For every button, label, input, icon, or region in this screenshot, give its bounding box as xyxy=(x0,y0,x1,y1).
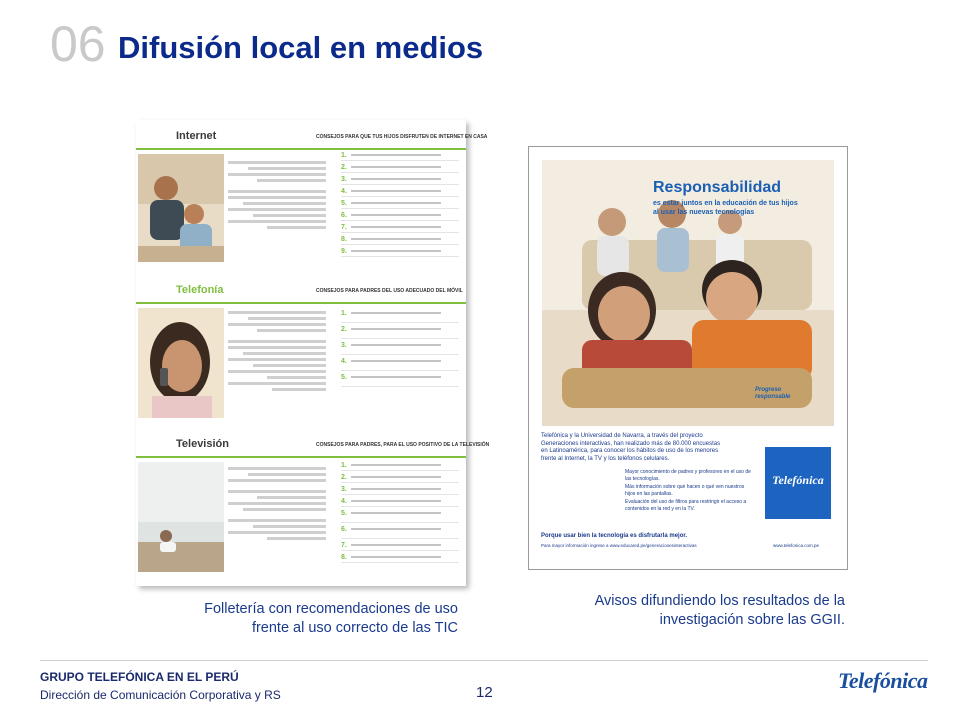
ad-bullets: Mayor conocimiento de padres y profesores en el uso de las tecnologías. Más información sobre qué hacen o qué ven nuestros hijos en las pantallas. Evaluación del uso de filtros para restringir el acceso a contenidos en la red y en la TV. xyxy=(625,469,751,512)
ad-headline: Responsabilidad xyxy=(653,179,782,196)
ad-image xyxy=(528,146,848,570)
brochure-section-title: Internet xyxy=(176,130,217,142)
ad-footer-small: Para mayor información ingrese a www.educared.pe/generacionesinteractivas xyxy=(541,543,697,548)
brochure-section-telefonia: Telefonía CONSEJOS PARA PADRES DEL USO ADECUADO DEL MÓVIL 1. 2. 3. 4. 5. xyxy=(136,278,466,428)
brochure-section-title: Televisión xyxy=(176,438,229,450)
brochure-section-television: Televisión CONSEJOS PARA PADRES, PARA EL USO POSITIVO DE LA TELEVISIÓN 1. 2. 3. 4. 5. 6. 7. 8. xyxy=(136,428,466,586)
ad-tagline-line1: es estar juntos en la educación de tus hijos xyxy=(653,200,798,207)
ad-body: Telefónica y la Universidad de Navarra, a través del proyecto Generaciones interactivas, han realizado más de 80.000 encuestas en Latinoamérica, para conocer los hábitos de uso de los menores frente al Internet, la TV y los teléfonos celulares. xyxy=(541,433,721,462)
slide-title: Difusión local en medios xyxy=(118,30,484,65)
telefonica-logo: Telefónica xyxy=(838,668,928,693)
tips-list: 1. 2. 3. 4. 5. 6. 7. 8. 9. xyxy=(341,152,459,260)
ad-url: www.telefonica.com.pe xyxy=(773,543,820,548)
ad-caption: Avisos difundiendo los resultados de la investigación sobre las GGII. xyxy=(594,593,845,628)
ad-tagline-line2: al usar las nuevas tecnologías xyxy=(653,209,755,216)
child-tv-photo xyxy=(138,462,224,572)
ad-telefonica-logo: Telefónica xyxy=(765,447,831,519)
footer-department: Dirección de Comunicación Corporativa y RS xyxy=(40,688,281,702)
ad-badge: Progreso responsable xyxy=(755,387,791,400)
slide-number: 06 xyxy=(50,16,106,72)
brochure-section-subtitle: CONSEJOS PARA QUE TUS HIJOS DISFRUTEN DE INTERNET EN CASA xyxy=(316,134,488,140)
page-number: 12 xyxy=(476,684,493,701)
brochure-image xyxy=(136,120,490,586)
brochure-section-subtitle: CONSEJOS PARA PADRES, PARA EL USO POSITIVO DE LA TELEVISIÓN xyxy=(316,442,490,448)
family-computer-photo xyxy=(138,154,224,262)
brochure-caption: Folletería con recomendaciones de uso frente al uso correcto de las TIC xyxy=(204,601,458,636)
brochure-section-internet xyxy=(136,120,488,280)
footer-company: GRUPO TELEFÓNICA EN EL PERÚ xyxy=(40,670,239,684)
ad-footer-bold: Porque usar bien la tecnología es disfrutarla mejor. xyxy=(541,533,688,539)
footer-divider xyxy=(40,660,928,661)
brochure-section-title: Telefonía xyxy=(176,284,224,296)
brochure-section-subtitle: CONSEJOS PARA PADRES DEL USO ADECUADO DEL MÓVIL xyxy=(316,288,463,294)
girl-phone-photo xyxy=(138,308,224,418)
